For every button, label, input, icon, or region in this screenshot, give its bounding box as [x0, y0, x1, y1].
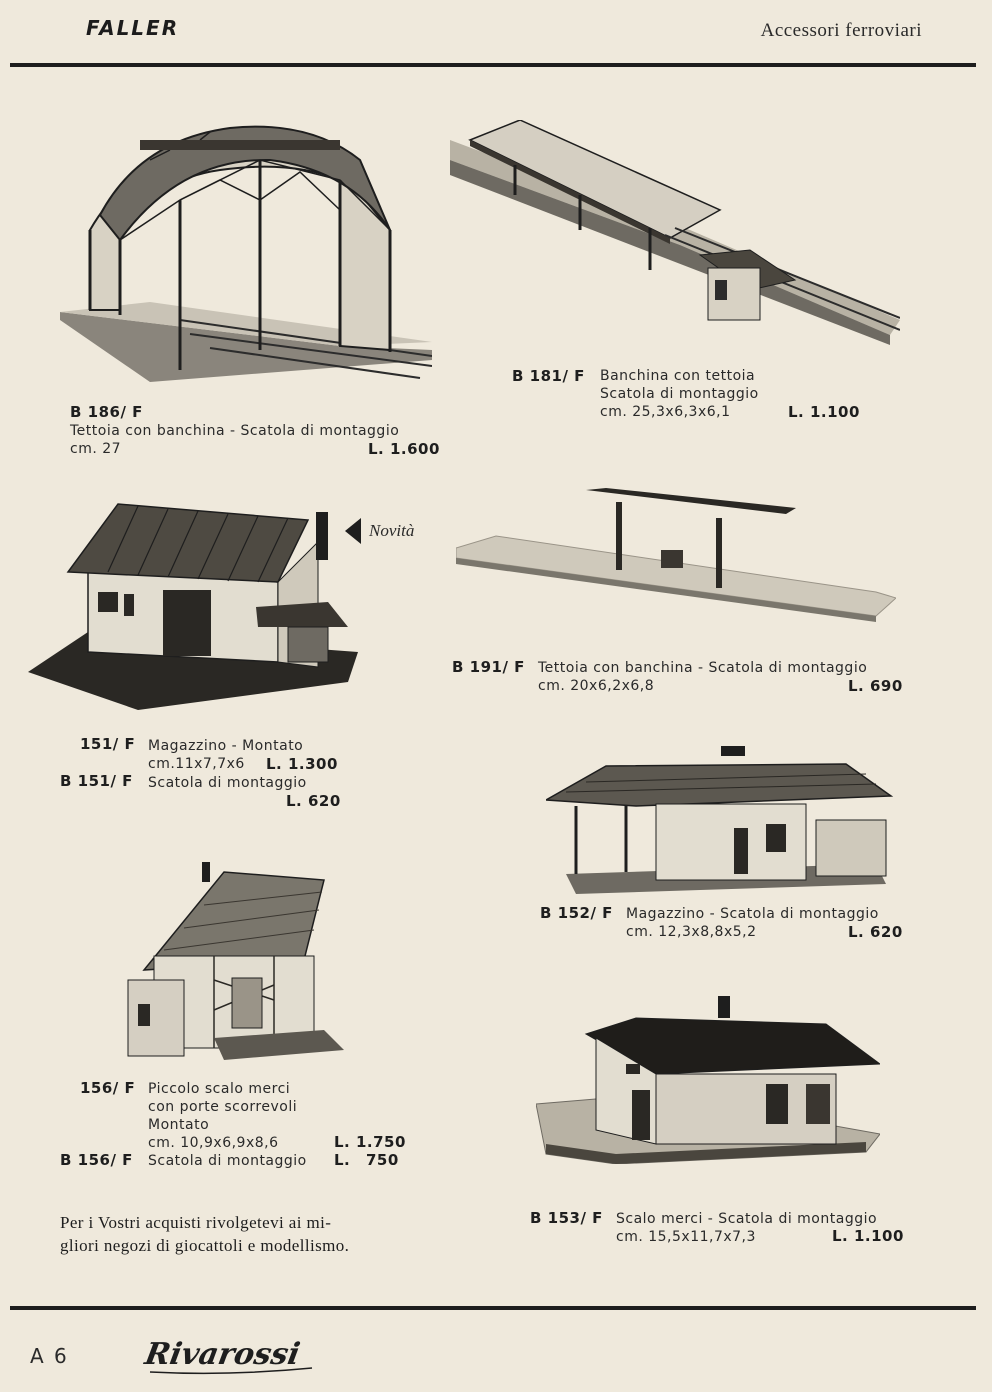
product-photo-b152: [546, 744, 894, 894]
product-code: 156/ F: [80, 1079, 136, 1097]
product-description: Magazzino - Scatola di montaggio: [626, 906, 879, 922]
product-code: B 152/ F: [540, 904, 613, 922]
promo-line: Per i Vostri acquisti rivolgetevi ai mi-: [60, 1213, 332, 1232]
product-dimensions: cm. 12,3x8,8x5,2: [626, 924, 757, 940]
product-description: Scatola di montaggio: [600, 386, 759, 402]
section-title: Accessori ferroviari: [760, 20, 922, 41]
page-number: A 6: [30, 1344, 69, 1368]
product-description: Piccolo scalo merci: [148, 1081, 291, 1097]
product-price: L. 1.300: [266, 755, 338, 773]
kit-price-prefix: L.: [334, 1151, 351, 1169]
product-price: L. 1.750: [334, 1133, 406, 1151]
kit-code: B 156/ F: [60, 1151, 133, 1169]
product-description: con porte scorrevoli: [148, 1099, 298, 1115]
product-description: Banchina con tettoia: [600, 368, 756, 384]
product-code: 151/ F: [80, 735, 136, 753]
product-photo-156: [124, 860, 346, 1062]
promo-line: gliori negozi di giocattoli e modellismo.: [60, 1236, 350, 1255]
rivarossi-logo: [140, 1328, 320, 1378]
product-code: B 186/ F: [70, 403, 143, 421]
kit-description: Scatola di montaggio: [148, 1153, 307, 1169]
product-code: B 191/ F: [452, 658, 525, 676]
bottom-rule: [10, 1306, 976, 1310]
new-label: Novità: [369, 521, 415, 540]
new-badge: [345, 518, 414, 544]
arrow-left-icon: [345, 518, 361, 544]
kit-description: Scatola di montaggio: [148, 775, 307, 791]
product-price: L. 1.600: [368, 440, 440, 458]
promo-text: [60, 1211, 440, 1257]
product-code: B 181/ F: [512, 367, 585, 385]
product-description: Magazzino - Montato: [148, 738, 304, 754]
product-description: Tettoia con banchina - Scatola di montaggio: [70, 423, 400, 439]
product-description: Montato: [148, 1117, 210, 1133]
product-dimensions: cm. 10,9x6,9x8,6: [148, 1135, 279, 1151]
product-price: L. 620: [848, 923, 903, 941]
product-dimensions: cm.11x7,7x6: [148, 756, 245, 772]
kit-code: B 151/ F: [60, 772, 133, 790]
product-price: L. 1.100: [788, 403, 860, 421]
logo-text: Rivarossi: [142, 1337, 303, 1372]
product-photo-b191: [456, 488, 896, 622]
kit-price: 750: [366, 1151, 399, 1169]
product-dimensions: cm. 15,5x11,7x7,3: [616, 1229, 756, 1245]
top-rule: [10, 63, 976, 67]
kit-price: L. 620: [286, 792, 341, 810]
product-dimensions: cm. 27: [70, 441, 122, 457]
product-description: Tettoia con banchina - Scatola di montaggio: [538, 660, 868, 676]
product-photo-b181: [450, 120, 900, 350]
product-photo-151: [28, 502, 358, 710]
product-price: L. 1.100: [832, 1227, 904, 1245]
product-photo-b186: [60, 120, 432, 388]
product-description: Scalo merci - Scatola di montaggio: [616, 1211, 878, 1227]
product-photo-b153: [536, 994, 880, 1164]
product-dimensions: cm. 25,3x6,3x6,1: [600, 404, 731, 420]
product-code: B 153/ F: [530, 1209, 603, 1227]
brand-header: FALLER: [86, 16, 180, 40]
product-dimensions: cm. 20x6,2x6,8: [538, 678, 655, 694]
product-price: L. 690: [848, 677, 903, 695]
